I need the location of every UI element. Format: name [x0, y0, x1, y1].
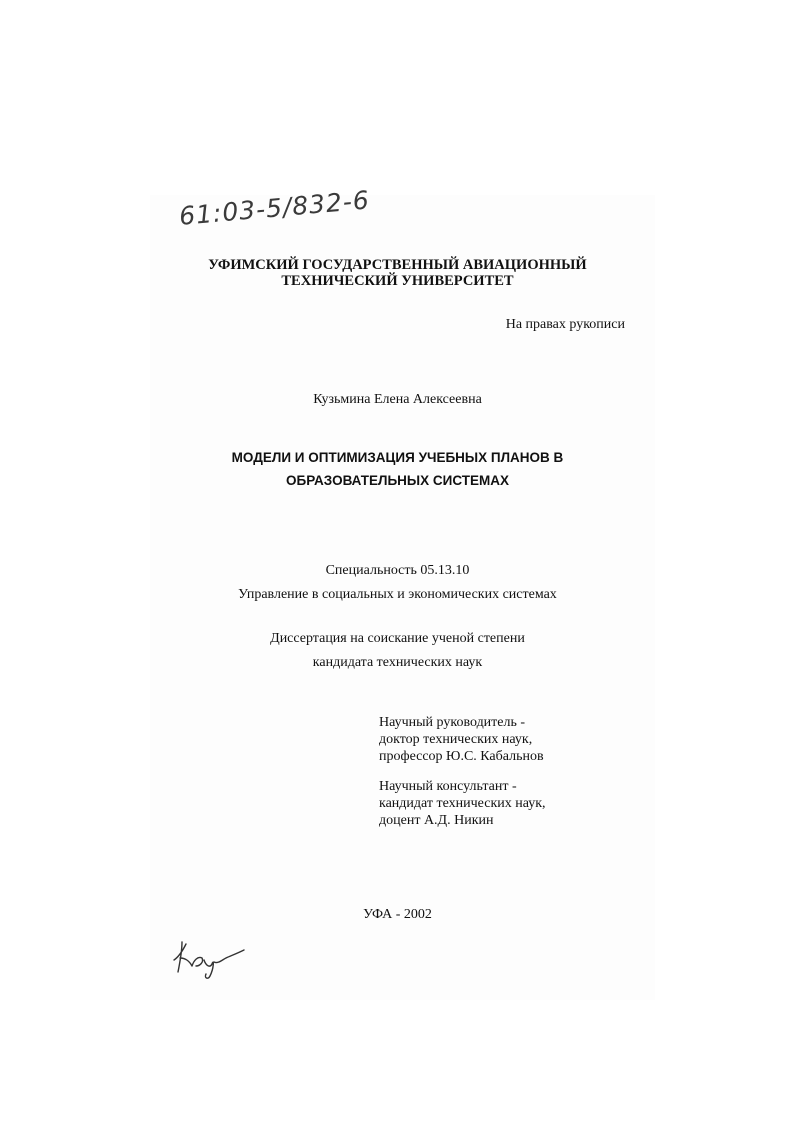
degree-block	[0, 627, 795, 675]
title-line-2: ОБРАЗОВАТЕЛЬНЫХ СИСТЕМАХ	[286, 473, 509, 488]
university-name-line-2: ТЕХНИЧЕСКИЙ УНИВЕРСИТЕТ	[281, 273, 514, 289]
handwritten-archive-number: 61:03-5/832-6	[178, 185, 371, 231]
consultant-degree: кандидат технических наук,	[379, 796, 546, 811]
specialty-block	[0, 559, 795, 607]
university-name	[0, 257, 795, 289]
scientific-consultant	[379, 778, 546, 829]
rights-note: На правах рукописи	[505, 317, 625, 332]
author-name: Кузьмина Елена Алексеевна	[313, 392, 482, 407]
dissertation-title	[0, 446, 795, 492]
advisor-degree: доктор технических наук,	[379, 732, 533, 747]
consultant-name: доцент А.Д. Никин	[379, 813, 494, 828]
university-name-line-1: УФИМСКИЙ ГОСУДАРСТВЕННЫЙ АВИАЦИОННЫЙ	[208, 257, 587, 273]
handwritten-signature	[170, 938, 250, 980]
advisor-name: профессор Ю.С. Кабальнов	[379, 749, 544, 764]
consultant-role: Научный консультант -	[379, 779, 517, 794]
advisor-role: Научный руководитель -	[379, 715, 526, 730]
city-year: УФА - 2002	[363, 907, 432, 922]
specialty-code: Специальность 05.13.10	[325, 563, 470, 578]
degree-line-2: кандидата технических наук	[312, 655, 483, 670]
degree-line-1: Диссертация на соискание ученой степени	[270, 631, 525, 646]
scientific-advisor	[379, 714, 544, 765]
specialty-name: Управление в социальных и экономических системах	[238, 587, 557, 602]
title-line-1: МОДЕЛИ И ОПТИМИЗАЦИЯ УЧЕБНЫХ ПЛАНОВ В	[231, 450, 564, 465]
